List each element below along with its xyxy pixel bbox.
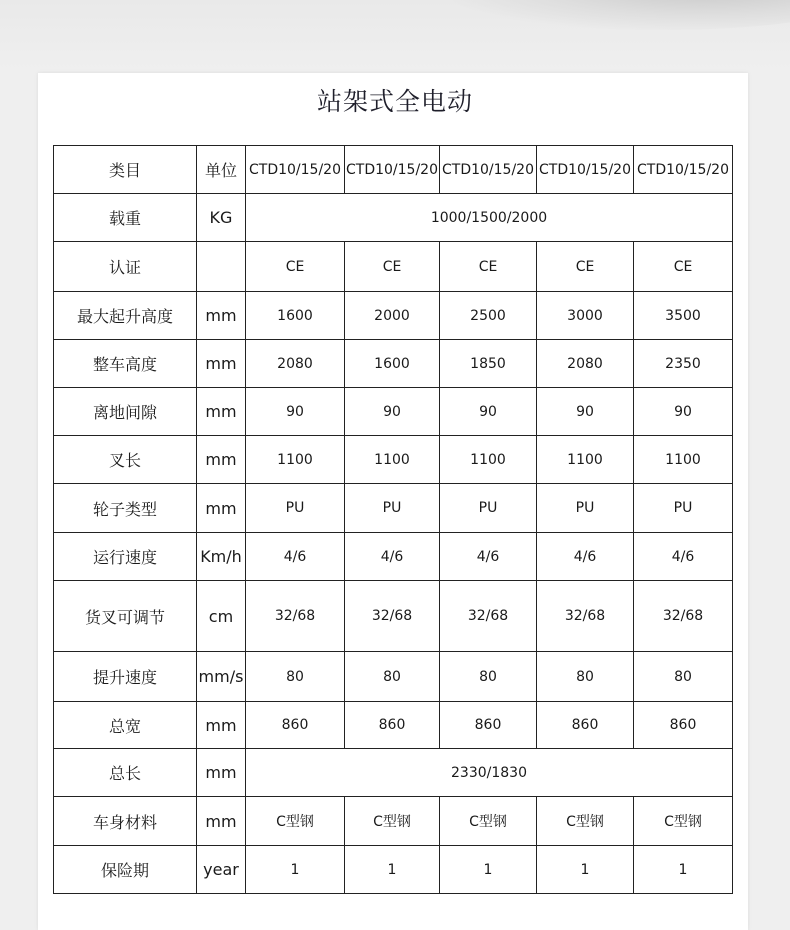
row-unit: KG bbox=[197, 194, 246, 242]
table-row bbox=[54, 652, 733, 702]
cell-value: 2000 bbox=[345, 292, 440, 340]
cell-value: 1850 bbox=[440, 340, 537, 388]
row-unit: mm bbox=[197, 292, 246, 340]
cell-value: 80 bbox=[440, 652, 537, 702]
header-unit: 单位 bbox=[197, 146, 246, 194]
cell-value: 80 bbox=[537, 652, 634, 702]
row-unit bbox=[197, 242, 246, 292]
cell-value: 2080 bbox=[537, 340, 634, 388]
row-unit: Km/h bbox=[197, 533, 246, 581]
table-row bbox=[54, 292, 733, 340]
cell-value: C型钢 bbox=[537, 797, 634, 846]
cell-value: 90 bbox=[345, 388, 440, 436]
header-category: 类目 bbox=[54, 146, 197, 194]
table-row bbox=[54, 749, 733, 797]
cell-value: PU bbox=[246, 484, 345, 533]
cell-value: 1 bbox=[537, 846, 634, 894]
row-unit: cm bbox=[197, 581, 246, 652]
cell-value: CE bbox=[246, 242, 345, 292]
row-label: 运行速度 bbox=[54, 533, 197, 581]
cell-value: 32/68 bbox=[345, 581, 440, 652]
cell-value: 3000 bbox=[537, 292, 634, 340]
cell-value: 860 bbox=[440, 702, 537, 749]
cell-value: 2500 bbox=[440, 292, 537, 340]
cell-value: 90 bbox=[246, 388, 345, 436]
table-row bbox=[54, 484, 733, 533]
row-unit: mm bbox=[197, 484, 246, 533]
table-header-row bbox=[54, 146, 733, 194]
cell-value: PU bbox=[440, 484, 537, 533]
row-unit: mm bbox=[197, 436, 246, 484]
row-label: 整车高度 bbox=[54, 340, 197, 388]
cell-value: 1100 bbox=[440, 436, 537, 484]
merged-value: 2330/1830 bbox=[246, 749, 733, 797]
merged-value: 1000/1500/2000 bbox=[246, 194, 733, 242]
table-row bbox=[54, 846, 733, 894]
cell-value: 1100 bbox=[246, 436, 345, 484]
spec-table bbox=[53, 145, 733, 894]
cell-value: 860 bbox=[246, 702, 345, 749]
row-unit: mm bbox=[197, 749, 246, 797]
cell-value: PU bbox=[634, 484, 733, 533]
cell-value: 32/68 bbox=[537, 581, 634, 652]
cell-value: 860 bbox=[537, 702, 634, 749]
row-label: 轮子类型 bbox=[54, 484, 197, 533]
table-row bbox=[54, 581, 733, 652]
row-label: 总宽 bbox=[54, 702, 197, 749]
cell-value: 4/6 bbox=[440, 533, 537, 581]
cell-value: 32/68 bbox=[440, 581, 537, 652]
cell-value: CE bbox=[345, 242, 440, 292]
header-model: CTD10/15/20 bbox=[345, 146, 440, 194]
cell-value: 1100 bbox=[345, 436, 440, 484]
header-model: CTD10/15/20 bbox=[537, 146, 634, 194]
row-label: 离地间隙 bbox=[54, 388, 197, 436]
row-label: 提升速度 bbox=[54, 652, 197, 702]
cell-value: C型钢 bbox=[440, 797, 537, 846]
cell-value: 80 bbox=[246, 652, 345, 702]
row-label: 货叉可调节 bbox=[54, 581, 197, 652]
header-model: CTD10/15/20 bbox=[440, 146, 537, 194]
row-label: 最大起升高度 bbox=[54, 292, 197, 340]
page-title: 站架式全电动 bbox=[316, 87, 473, 116]
table-row bbox=[54, 194, 733, 242]
header-model: CTD10/15/20 bbox=[246, 146, 345, 194]
cell-value: 32/68 bbox=[634, 581, 733, 652]
cell-value: 860 bbox=[345, 702, 440, 749]
table-row bbox=[54, 702, 733, 749]
cell-value: 860 bbox=[634, 702, 733, 749]
cell-value: PU bbox=[345, 484, 440, 533]
cell-value: 4/6 bbox=[537, 533, 634, 581]
row-unit: mm bbox=[197, 340, 246, 388]
row-unit: year bbox=[197, 846, 246, 894]
cell-value: C型钢 bbox=[246, 797, 345, 846]
cell-value: 4/6 bbox=[246, 533, 345, 581]
table-row bbox=[54, 533, 733, 581]
cell-value: 1600 bbox=[246, 292, 345, 340]
cell-value: C型钢 bbox=[345, 797, 440, 846]
cell-value: 90 bbox=[634, 388, 733, 436]
cell-value: 90 bbox=[440, 388, 537, 436]
cell-value: 80 bbox=[634, 652, 733, 702]
row-label: 认证 bbox=[54, 242, 197, 292]
table-row bbox=[54, 242, 733, 292]
cell-value: C型钢 bbox=[634, 797, 733, 846]
cell-value: 1100 bbox=[634, 436, 733, 484]
row-unit: mm bbox=[197, 702, 246, 749]
cell-value: 2350 bbox=[634, 340, 733, 388]
cell-value: 32/68 bbox=[246, 581, 345, 652]
row-label: 保险期 bbox=[54, 846, 197, 894]
cell-value: CE bbox=[537, 242, 634, 292]
cell-value: 1100 bbox=[537, 436, 634, 484]
row-label: 总长 bbox=[54, 749, 197, 797]
cell-value: 4/6 bbox=[345, 533, 440, 581]
cell-value: 4/6 bbox=[634, 533, 733, 581]
cell-value: 90 bbox=[537, 388, 634, 436]
table-row bbox=[54, 797, 733, 846]
cell-value: 1 bbox=[440, 846, 537, 894]
row-label: 载重 bbox=[54, 194, 197, 242]
row-unit: mm bbox=[197, 797, 246, 846]
cell-value: CE bbox=[634, 242, 733, 292]
cell-value: CE bbox=[440, 242, 537, 292]
cell-value: 2080 bbox=[246, 340, 345, 388]
cell-value: 1 bbox=[246, 846, 345, 894]
table-row bbox=[54, 436, 733, 484]
cell-value: 1 bbox=[345, 846, 440, 894]
header-model: CTD10/15/20 bbox=[634, 146, 733, 194]
cell-value: 3500 bbox=[634, 292, 733, 340]
row-label: 车身材料 bbox=[54, 797, 197, 846]
cell-value: PU bbox=[537, 484, 634, 533]
row-unit: mm bbox=[197, 388, 246, 436]
table-row bbox=[54, 340, 733, 388]
cell-value: 1600 bbox=[345, 340, 440, 388]
cell-value: 1 bbox=[634, 846, 733, 894]
row-label: 叉长 bbox=[54, 436, 197, 484]
table-row bbox=[54, 388, 733, 436]
row-unit: mm/s bbox=[197, 652, 246, 702]
cell-value: 80 bbox=[345, 652, 440, 702]
